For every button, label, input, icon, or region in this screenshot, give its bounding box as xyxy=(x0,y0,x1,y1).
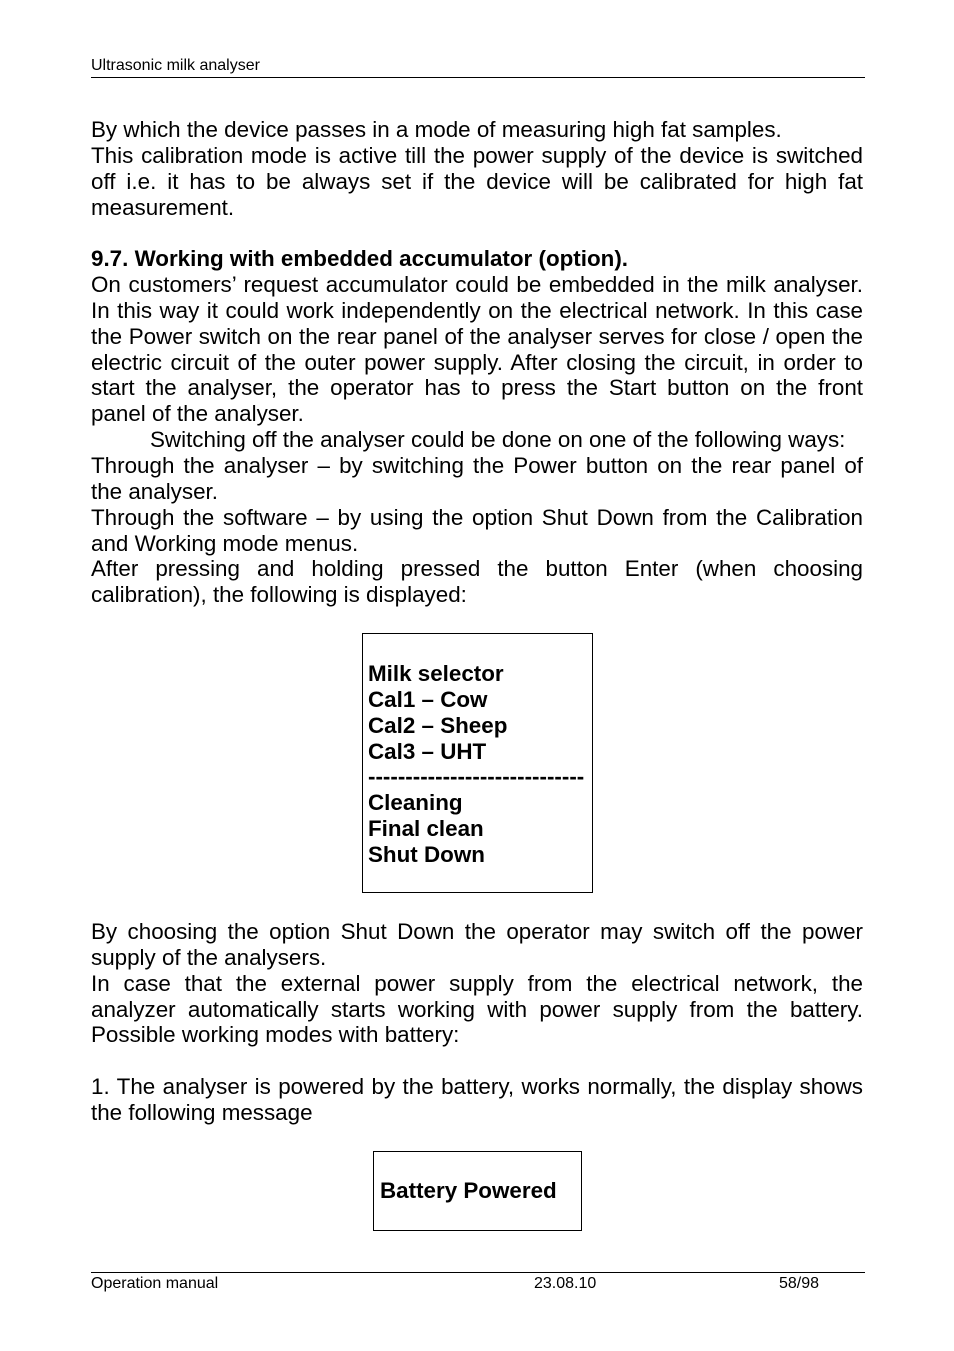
running-header: Ultrasonic milk analyser xyxy=(91,57,260,74)
footer-date: 23.08.10 xyxy=(534,1275,597,1292)
footer-rule xyxy=(91,1272,865,1273)
body-line: Through the software – by using the option Shut Down from the Calibration xyxy=(91,504,863,530)
body-line: Through the analyser – by switching the Power button on the rear panel of xyxy=(91,452,863,478)
body-line: In this way it could work independently on the electrical network. In this case xyxy=(91,297,863,323)
display-message: Battery Powered xyxy=(380,1178,557,1203)
body-line: start the analyser, the operator has to press the Start button on the front xyxy=(91,375,863,401)
body-line: After pressing and holding pressed the button Enter (when choosing xyxy=(91,556,863,582)
blank-line xyxy=(91,1048,863,1074)
body-line: By which the device passes in a mode of measuring high fat samples. xyxy=(91,117,782,142)
display-screen-battery xyxy=(373,1151,582,1231)
display-menu-item: Cleaning xyxy=(368,790,463,816)
body-line: calibration), the following is displayed: xyxy=(91,582,467,608)
footer-page-number: 58/98 xyxy=(779,1275,820,1292)
body-line: analyzer automatically starts working with power supply from the battery. xyxy=(91,996,863,1022)
body-line: measurement. xyxy=(91,194,235,220)
body-line: and Working mode menus. xyxy=(91,530,359,556)
body-line: On customers’ request accumulator could be embedded in the milk analyser. xyxy=(91,272,863,298)
body-line: Possible working modes with battery: xyxy=(91,1022,460,1048)
section-heading: 9.7. Working with embedded accumulator (option). xyxy=(91,246,629,272)
display-menu-item: Final clean xyxy=(368,816,484,842)
display-menu-item: Cal3 – UHT xyxy=(368,738,487,764)
blank-line xyxy=(91,220,863,246)
body-line: Switching off the analyser could be done on one of the following ways: xyxy=(150,427,846,453)
display-menu-item: Shut Down xyxy=(368,841,485,867)
body-text-lower xyxy=(91,919,863,1126)
display-separator: ----------------------------- xyxy=(368,764,585,790)
body-line: By choosing the option Shut Down the operator may switch off the power xyxy=(91,919,863,944)
body-line: In case that the external power supply from the electrical network, the xyxy=(91,970,863,996)
body-line: off i.e. it has to be always set if the device will be calibrated for high fat xyxy=(91,168,863,194)
display-title: Milk selector xyxy=(368,661,504,686)
body-line: the Power switch on the rear panel of the analyser serves for close / open the xyxy=(91,323,863,349)
body-text-upper xyxy=(91,117,863,608)
body-line: the analyser. xyxy=(91,478,218,504)
body-line: 1. The analyser is powered by the battery, works normally, the display shows xyxy=(91,1074,863,1100)
header-rule xyxy=(91,77,865,78)
body-line: supply of the analysers. xyxy=(91,944,327,970)
display-menu-item: Cal1 – Cow xyxy=(368,686,488,712)
display-screen-menu xyxy=(362,633,593,893)
body-line: This calibration mode is active till the power supply of the device is switched xyxy=(91,142,863,168)
display-menu-item: Cal2 – Sheep xyxy=(368,712,508,738)
body-line: panel of the analyser. xyxy=(91,401,304,427)
body-line: electric circuit of the outer power supply. After closing the circuit, in order to xyxy=(91,349,863,375)
body-line: the following message xyxy=(91,1099,313,1125)
footer-document-name: Operation manual xyxy=(91,1275,219,1292)
